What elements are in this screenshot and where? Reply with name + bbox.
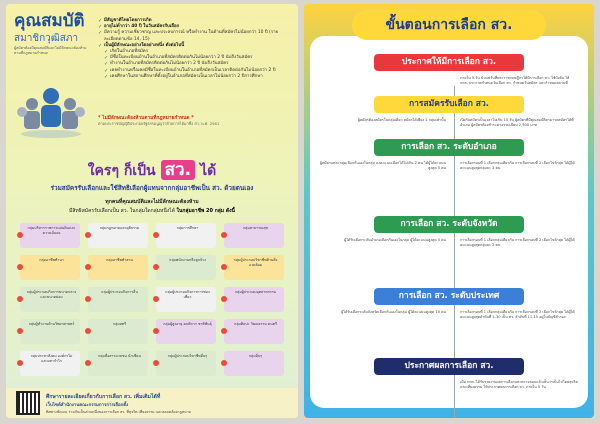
step-right-description: เมื่อ กกต. ได้รับรายงานผลการเลือกและตรวจสอบแล้วเห็นว่าเป็นไปโดยสุจริตและเที่ยงธรรม ให้ประกาศผลการเลือก สว. ภายใน 5 วัน — [460, 380, 578, 389]
occupation-group-item: กลุ่มผู้ประกอบวิชาชีพอื่นๆ — [156, 351, 216, 376]
panel-title: คุณสมบัติ — [14, 11, 85, 31]
step-right-description: การเลือกรอบที่ 1 เลือกกลุ่มเดียวกัน การเลือกรอบที่ 2 เลือกไขว้กลุ่ม ได้ผู้ได้คะแนนสูงสุดลำดับที่ 1-10 เป็น สว. ลำดับที่ 11-15 อยู่ในบัญชีสำรอง — [460, 310, 575, 319]
occupation-group-item: กลุ่มผู้ประกอบอุตสาหกรรม — [224, 287, 284, 312]
groups-intro — [6, 207, 298, 215]
occupation-group-item: กลุ่มการศึกษา — [156, 223, 216, 248]
qualification-item: ✓ เคยศึกษาในสถานศึกษาที่ตั้งอยู่ในอำเภอที่สมัครเป็นเวลาไม่น้อยกว่า 2 ปีการศึกษา — [104, 74, 288, 80]
qualification-item: ✓ มีความรู้ ความเชี่ยวชาญ และประสบการณ์ หรือทำงาน ในด้านที่สมัครไม่น้อยกว่า 10 ปี (รายละเอียดตามข้อ 14, 15) — [98, 30, 288, 42]
occupation-groups-grid — [20, 223, 284, 376]
occupation-group-item: กลุ่มสื่อสารมวลชน นักเขียน — [88, 351, 148, 376]
occupation-group-item: กลุ่มผู้ทำงานด้านวิทยาศาสตร์ — [20, 319, 80, 344]
prohibition-note: * ไม่มีลักษณะต้องห้ามตามที่กฎหมายกำหนด * — [98, 116, 194, 121]
step-label: การเลือก สว. ระดับประเทศ — [374, 288, 524, 305]
step-left-description: ผู้สมัครต้องสมัครในกลุ่มเดียว สมัครได้เพียง 1 กลุ่มเท่านั้น — [357, 118, 446, 122]
occupation-group-item: กลุ่มผู้ประกอบกิจการการท่องเที่ยว — [156, 287, 216, 312]
occupation-group-item: กลุ่มศิลปะ วัฒนธรรม ดนตรี — [224, 319, 284, 344]
qr-code-icon[interactable] — [16, 391, 40, 415]
footer-heading: ศึกษารายละเอียดเกี่ยวกับการเลือก สว. เพิ่มเติมได้ที่ — [46, 394, 161, 400]
qualifications-list — [98, 18, 288, 80]
occupation-group-item: กลุ่มสาธารณสุข — [224, 223, 284, 248]
qualifications-panel — [6, 4, 298, 418]
step-label: การเลือก สว. ระดับจังหวัด — [374, 216, 524, 233]
qualification-item: ✓ อายุไม่ต่ำกว่า 40 ปี ในวันสมัครรับเลือก — [98, 24, 288, 30]
step-left-description: ผู้ได้รับเลือกระดับอำเภอเลือกกันเองในกลุ่ม ผู้ได้คะแนนสูงสุด 5 คน — [344, 238, 446, 242]
step-label: ประกาศผลการเลือก สว. — [374, 358, 524, 375]
occupation-group-item: กลุ่มผู้ประกอบวิชาชีพด้านสิ่งแวดล้อม — [224, 255, 284, 280]
step-left-description: ผู้ได้รับเลือกระดับจังหวัดเลือกกันเองในกลุ่ม ผู้ได้คะแนนสูงสุด 10 คน — [341, 310, 446, 314]
footer-note: ทิศทางชัดเจน ร่วมกันเป็นส่วนหนึ่งของการเลือก สว. ที่สุจริต เที่ยงธรรม และสอดคล้องกฎหมาย — [46, 410, 191, 414]
occupation-group-item: กลุ่มอื่นๆ — [224, 351, 284, 376]
occupation-group-item: กลุ่มสตรี — [88, 319, 148, 344]
headline — [6, 156, 298, 183]
occupation-group-item: กลุ่มกฎหมายและยุติธรรม — [88, 223, 148, 248]
groups-intro-text: มีสิทธิสมัครรับเลือกเป็น สว. ในกลุ่มใดกลุ่มหนึ่งได้ — [69, 208, 175, 214]
occupation-group-item: กลุ่มบริหารราชการแผ่นดินและความมั่นคง — [20, 223, 80, 248]
qualification-item: ✓ เคยทำงานหรือเคยมีชื่อในทะเบียนบ้านในอำเภอที่สมัครเป็นเวลาติดต่อกันไม่น้อยกว่า 2 ปี — [104, 68, 288, 74]
groups-intro-bold: ในกลุ่มอาชีพ 20 กลุ่ม ดังนี้ — [176, 208, 235, 214]
qualification-item: ✓ มีสัญชาติไทยโดยการเกิด — [98, 18, 288, 24]
occupation-group-item: กลุ่มผู้สูงอายุ คนพิการ ชาติพันธุ์ — [156, 319, 216, 344]
step-left-description: ผู้สมัครแต่ละกลุ่มเลือกกันเองในกลุ่ม ลงคะแนนเลือกได้ไม่เกิน 2 คน ได้ผู้ได้คะแนนสูงสุด 5 คน — [319, 161, 446, 170]
headline-text: ใครๆ ก็เป็น — [87, 163, 156, 179]
qualification-item: ✓ มีชื่อในทะเบียนบ้านในอำเภอที่สมัครติดต่อกันไม่น้อยกว่า 2 ปี นับถึงวันสมัคร — [104, 55, 288, 61]
step-right-description: การเลือกรอบที่ 1 เลือกกลุ่มเดียวกัน การเลือกรอบที่ 2 เลือกไขว้กลุ่ม ได้ผู้ได้คะแนนสูงสุดกลุ่มละ 3 คน — [460, 161, 575, 170]
step-right-description: เปิดรับสมัครเป็นเวลาไม่เกิน 15 วัน ผู้สมัครที่มีคุณสมบัติสามารถสมัครได้ที่อำเภอ ผู้สมัครต้องชำระค่าธรรมเนียม 2,500 บาท — [460, 118, 574, 127]
eligibility-line: ทุกคนที่คุณสมบัติและไม่มีลักษณะต้องห้าม — [105, 199, 199, 205]
steps-card — [310, 36, 588, 408]
occupation-group-item: กลุ่มพนักงานหรือลูกจ้าง — [156, 255, 216, 280]
footer-link[interactable]: เว็บไซต์สำนักงานคณะกรรมการการเลือกตั้ง — [46, 403, 129, 408]
occupation-group-item: กลุ่มประชาสังคม องค์กรไม่แสวงหากำไร — [20, 351, 80, 376]
intro-text: ผู้สมัครต้องมีคุณสมบัติและไม่มีลักษณะต้องห้าม ตามที่กฎหมายกำหนด — [14, 46, 87, 55]
occupation-group-item: กลุ่มอาชีพทำสวน — [88, 255, 148, 280]
law-reference: ตามพระราชบัญญัติประกอบรัฐธรรมนูญว่าด้วยการได้มาซึ่ง สว. พ.ศ. 2561 — [98, 121, 220, 126]
footer — [6, 388, 298, 418]
occupation-group-item: กลุ่มอาชีพทำนา — [20, 255, 80, 280]
step-right-description: ภายใน 5 วัน นับแต่วันที่พระราชกฤษฎีกาให้มีการเลือก สว. ใช้บังคับ ให้ กกต. ประกาศกำหนดวันเลือก สว. กำหนดวันสมัคร และกำหนดสถานที่ — [460, 76, 570, 85]
occupation-group-item: กลุ่มผู้ประกอบกิจการอื่น — [88, 287, 148, 312]
people-crowd-icon — [16, 82, 86, 140]
steps-title: ขั้นตอนการเลือก สว. — [352, 10, 546, 40]
step-right-description: การเลือกรอบที่ 1 เลือกกลุ่มเดียวกัน การเลือกรอบที่ 2 เลือกไขว้กลุ่ม ได้ผู้ได้คะแนนสูงสุดกลุ่มละ 2 คน — [460, 238, 575, 247]
headline-suffix: ได้ — [200, 163, 217, 179]
qualification-item: ✓ เป็นผู้มีลักษณะอย่างใดอย่างหนึ่ง ดังต่อไปนี้ — [98, 43, 288, 49]
tagline: ร่วมสมัครรับเลือกและใช้สิทธิเลือกผู้แทนจากกลุ่มอาชีพเป็น สว. ด้วยตนเอง — [50, 184, 254, 192]
panel-subtitle: สมาชิกวุฒิสภา — [14, 33, 79, 44]
step-label: ประกาศให้มีการเลือก สว. — [374, 54, 524, 71]
step-label: การสมัครรับเลือก สว. — [374, 96, 524, 113]
qualification-item: ✓ เกิดในอำเภอที่สมัคร — [104, 49, 288, 55]
headline-highlight: สว. — [161, 160, 195, 180]
step-label: การเลือก สว. ระดับอำเภอ — [374, 139, 524, 156]
steps-panel — [304, 4, 594, 418]
occupation-group-item: กลุ่มผู้ประกอบกิจการขนาดกลางและขนาดย่อม — [20, 287, 80, 312]
qualification-item: ✓ ทำงานในอำเภอที่สมัครติดต่อกันไม่น้อยกว่า 2 ปี นับถึงวันสมัคร — [104, 61, 288, 67]
